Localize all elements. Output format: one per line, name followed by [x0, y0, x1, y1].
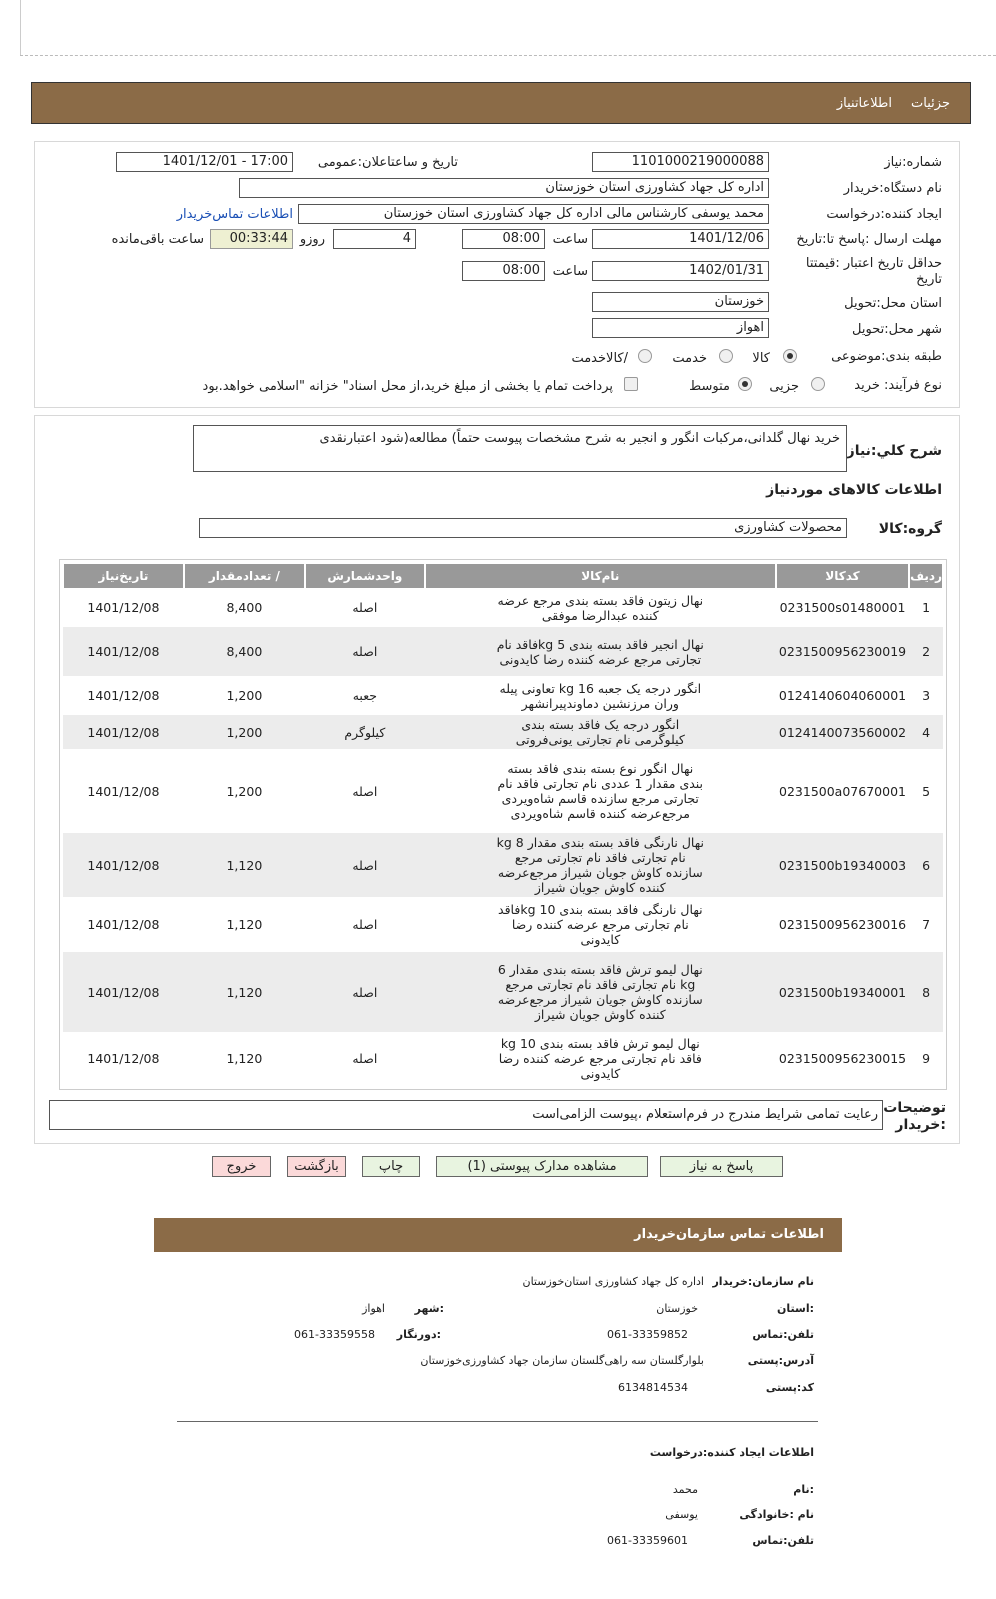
- quantity-cell: 1,120: [184, 951, 305, 1033]
- postal-label: کد:پستی: [765, 1381, 814, 1394]
- unit-cell: اصله: [305, 1033, 425, 1084]
- city-label: شهر محل:تحویل: [852, 322, 942, 337]
- row-number-cell: 7: [909, 898, 943, 951]
- deadline-label: مهلت ارسال :پاسخ تا:تاریخ: [796, 232, 942, 247]
- deadline-time-field[interactable]: 08:00: [462, 229, 545, 249]
- address-label: آدرس:پستی: [747, 1354, 814, 1367]
- process-medium-label: متوسط: [689, 379, 730, 394]
- item-code-cell: 0231500956230019: [776, 626, 909, 677]
- col-name: نام‌کالا: [425, 563, 776, 589]
- fax-label: :دورنگار: [396, 1328, 441, 1341]
- creator-phone-label: تلفن:تماس: [752, 1534, 814, 1547]
- items-table: [62, 562, 944, 1085]
- print-button[interactable]: چاپ: [362, 1156, 420, 1177]
- days-field[interactable]: 4: [333, 229, 416, 249]
- validity-label: حداقل تاریخ اعتبار :قیمتتا تاریخ: [805, 256, 942, 287]
- family-label: نام :خانوادگی: [739, 1508, 814, 1521]
- item-code-cell: 0231500956230016: [776, 898, 909, 951]
- category-service-radio[interactable]: [719, 349, 733, 363]
- category-service-label: خدمت: [672, 351, 707, 366]
- item-name-cell: انگور درجه یک فاقد بسته بندی کیلوگرمی نام تجارتی یونی‌فروتی: [425, 714, 776, 750]
- unit-cell: اصله: [305, 750, 425, 832]
- need-date-cell: 1401/12/08: [63, 750, 184, 832]
- table-row: [63, 951, 943, 1033]
- process-partial-label: جزیی: [769, 379, 799, 394]
- group-field[interactable]: محصولات کشاورزی: [199, 518, 847, 538]
- need-date-cell: 1401/12/08: [63, 951, 184, 1033]
- unit-cell: اصله: [305, 589, 425, 626]
- row-number-cell: 4: [909, 714, 943, 750]
- category-both-label: /کالاخدمت: [571, 351, 628, 366]
- org-label: نام سازمان:خریدار: [712, 1275, 814, 1288]
- item-name-cell: نهال زیتون فاقد بسته بندی مرجع عرضه کننده عبدالرضا موفقی: [425, 589, 776, 626]
- item-name-cell: نهال انجیر فاقد بسته بندی 5 kgفاقد نام تجارتی مرجع عرضه کننده رضا کایدونی: [425, 626, 776, 677]
- contact-province-label: :استان: [777, 1302, 814, 1315]
- validity-time-label: ساعت: [552, 264, 588, 279]
- province-field[interactable]: خوزستان: [592, 292, 769, 312]
- col-unit: واحدشمارش: [305, 563, 425, 589]
- announce-field[interactable]: 1401/12/01 - 17:00: [116, 152, 293, 172]
- notes-label: توضیحات :خریدار: [883, 1100, 946, 1133]
- row-number-cell: 8: [909, 951, 943, 1033]
- row-number-cell: 2: [909, 626, 943, 677]
- process-medium-radio[interactable]: [738, 377, 752, 391]
- item-name-cell: انگور درجه یک جعبه 16 kg تعاونی پیله وران مرزنشین دماوندپیرانشهر: [425, 677, 776, 714]
- category-both-radio[interactable]: [638, 349, 652, 363]
- item-name-cell: نهال نارنگی فاقد بسته بندی 10 kgفاقد نام تجارتی مرجع عرضه کننده رضا کایدونی: [425, 898, 776, 951]
- contact-divider: [177, 1421, 818, 1422]
- need-date-cell: 1401/12/08: [63, 832, 184, 898]
- item-code-cell: 0124140604060001: [776, 677, 909, 714]
- goods-info-heading: اطلاعات کالاهای موردنیاز: [766, 482, 942, 498]
- item-code-cell: 0231500a07670001: [776, 750, 909, 832]
- row-number-cell: 6: [909, 832, 943, 898]
- org-value: اداره کل جهاد کشاورزی استان‌خوزستان: [522, 1275, 704, 1288]
- table-row: [63, 626, 943, 677]
- item-name-cell: نهال انگور نوع بسته بندی فاقد بسته بندی مقدار 1 عددی نام تجارتی فاقد نام تجارتی مرجع سازنده قاسم شاه‌ویردی مرجع‌عرضه کننده قاسم شاه‌ویردی: [425, 750, 776, 832]
- need-no-label: شماره:نیاز: [884, 155, 942, 170]
- quantity-cell: 1,120: [184, 1033, 305, 1084]
- table-row: [63, 832, 943, 898]
- announce-label: تاریخ و ساعتاعلان:عمومی: [317, 155, 458, 170]
- creator-field[interactable]: محمد یوسفی کارشناس مالی اداره کل جهاد کشاورزی استان خوزستان: [298, 204, 769, 224]
- col-row: ردیف: [909, 563, 943, 589]
- summary-label: شرح کلي:نیاز: [846, 443, 942, 459]
- need-date-cell: 1401/12/08: [63, 626, 184, 677]
- unit-cell: کیلوگرم: [305, 714, 425, 750]
- creator-info-title: اطلاعات ایجاد کننده:درخواست: [649, 1446, 814, 1459]
- quantity-cell: 1,200: [184, 714, 305, 750]
- back-button[interactable]: بازگشت: [287, 1156, 346, 1177]
- item-name-cell: نهال لیمو ترش فاقد بسته بندی 10 kg فاقد نام تجارتی مرجع عرضه کننده رضا کایدونی: [425, 1033, 776, 1084]
- need-date-cell: 1401/12/08: [63, 677, 184, 714]
- table-row: [63, 714, 943, 750]
- group-label: گروه:کالا: [878, 521, 942, 537]
- row-number-cell: 1: [909, 589, 943, 626]
- item-name-cell: نهال لیمو ترش فاقد بسته بندی مقدار 6 kg نام تجارتی فاقد نام تجارتی مرجع سازنده کاوش جویان شیراز مرجع‌عرضه کننده کاوش جویان شیراز: [425, 951, 776, 1033]
- province-label: استان محل:تحویل: [844, 296, 942, 311]
- process-label: نوع فرآیند: خرید: [854, 378, 942, 393]
- row-number-cell: 3: [909, 677, 943, 714]
- quantity-cell: 1,200: [184, 750, 305, 832]
- item-name-cell: نهال نارنگی فاقد بسته بندی مقدار 8 kg نام تجارتی فاقد نام تجارتی مرجع سازنده کاوش جویان شیراز مرجع‌عرضه کننده کاوش جویان شیراز: [425, 832, 776, 898]
- deadline-time-label: ساعت: [552, 232, 588, 247]
- postal-value: 6134814534: [618, 1381, 688, 1394]
- quantity-cell: 1,200: [184, 677, 305, 714]
- address-value: بلوار‌گلستان سه راهی‌گلستان سازمان جهاد کشاورزی‌خوزستان: [420, 1354, 704, 1367]
- attachments-button[interactable]: مشاهده مدارک پیوستی (1): [436, 1156, 648, 1177]
- col-date: تاریخ‌نیاز: [63, 563, 184, 589]
- quantity-cell: 1,120: [184, 898, 305, 951]
- need-no-field[interactable]: 1101000219000088: [592, 152, 769, 172]
- deadline-date-field[interactable]: 1401/12/06: [592, 229, 769, 249]
- table-row: [63, 677, 943, 714]
- name-label: :نام: [793, 1483, 814, 1496]
- remaining-time-field: 00:33:44: [210, 229, 293, 249]
- treasury-payment-label: پرداخت تمام یا بخشی از مبلغ خرید،از محل اسناد" خزانه "اسلامی خواهد.بود: [202, 379, 613, 394]
- contact-header: [154, 1218, 842, 1252]
- days-label: روزو: [299, 232, 325, 247]
- process-partial-radio[interactable]: [811, 377, 825, 391]
- item-code-cell: 0231500b19340001: [776, 951, 909, 1033]
- tab-need-info[interactable]: اطلاعاتنیاز: [836, 96, 892, 111]
- creator-label: ایجاد کننده:درخواست: [826, 207, 942, 222]
- validity-date-field[interactable]: 1402/01/31: [592, 261, 769, 281]
- quantity-cell: 1,120: [184, 832, 305, 898]
- buyer-field[interactable]: اداره کل جهاد کشاورزی استان خوزستان: [239, 178, 769, 198]
- table-row: [63, 750, 943, 832]
- phone-label: تلفن:تماس: [752, 1328, 814, 1341]
- unit-cell: اصله: [305, 626, 425, 677]
- item-code-cell: 0231500b19340003: [776, 832, 909, 898]
- summary-field[interactable]: خرید نهال گلدانی،مرکبات انگور و انجیر به شرح مشخصات پیوست حتماً) مطالعه(شود اعتبارنقدی: [193, 425, 847, 472]
- family-value: یوسفی: [665, 1508, 698, 1521]
- need-date-cell: 1401/12/08: [63, 1033, 184, 1084]
- unit-cell: جعبه: [305, 677, 425, 714]
- tab-details[interactable]: جزئیات: [911, 96, 950, 111]
- item-code-cell: 0231500956230015: [776, 1033, 909, 1084]
- unit-cell: اصله: [305, 898, 425, 951]
- contact-province-value: خوزستان: [656, 1302, 698, 1315]
- unit-cell: اصله: [305, 951, 425, 1033]
- table-row: [63, 1033, 943, 1084]
- fax-value: 061-33359558: [294, 1328, 375, 1341]
- buyer-label: نام دستگاه:خریدار: [843, 181, 942, 196]
- exit-button[interactable]: خروج: [212, 1156, 271, 1177]
- col-qty: / تعدادمقدار: [184, 563, 305, 589]
- quantity-cell: 8,400: [184, 589, 305, 626]
- category-goods-label: کالا: [752, 351, 770, 366]
- need-date-cell: 1401/12/08: [63, 714, 184, 750]
- notes-field[interactable]: رعایت تمامی شرایط مندرج در فرم‌استعلام ،پیوست الزامی‌است: [49, 1100, 883, 1130]
- creator-phone-value: 061-33359601: [607, 1534, 688, 1547]
- col-code: کدکالا: [776, 563, 909, 589]
- row-number-cell: 5: [909, 750, 943, 832]
- validity-time-field[interactable]: 08:00: [462, 261, 545, 281]
- contact-title: اطلاعات تماس سازمان‌خریدار: [634, 1227, 824, 1242]
- reply-button[interactable]: پاسخ به نیاز: [660, 1156, 783, 1177]
- city-field[interactable]: اهواز: [592, 318, 769, 338]
- category-goods-radio[interactable]: [783, 349, 797, 363]
- need-date-cell: 1401/12/08: [63, 589, 184, 626]
- table-row: [63, 589, 943, 626]
- table-row: [63, 898, 943, 951]
- remaining-label: ساعت باقی‌مانده: [111, 232, 204, 247]
- item-code-cell: 0231500s01480001: [776, 589, 909, 626]
- quantity-cell: 8,400: [184, 626, 305, 677]
- need-date-cell: 1401/12/08: [63, 898, 184, 951]
- page-border: [20, 0, 21, 55]
- treasury-payment-checkbox[interactable]: [624, 377, 638, 391]
- unit-cell: اصله: [305, 832, 425, 898]
- phone-value: 061-33359852: [607, 1328, 688, 1341]
- contact-city-value: اهواز: [362, 1302, 385, 1315]
- contact-city-label: :شهر: [414, 1302, 444, 1315]
- category-label: طبقه بندی:موضوعی: [831, 349, 942, 364]
- buyer-contact-link[interactable]: اطلاعات تماس‌خریدار: [176, 207, 293, 222]
- row-number-cell: 9: [909, 1033, 943, 1084]
- item-code-cell: 0124140073560002: [776, 714, 909, 750]
- top-divider: [20, 55, 996, 56]
- name-value: محمد: [672, 1483, 698, 1496]
- page-header: [31, 82, 971, 124]
